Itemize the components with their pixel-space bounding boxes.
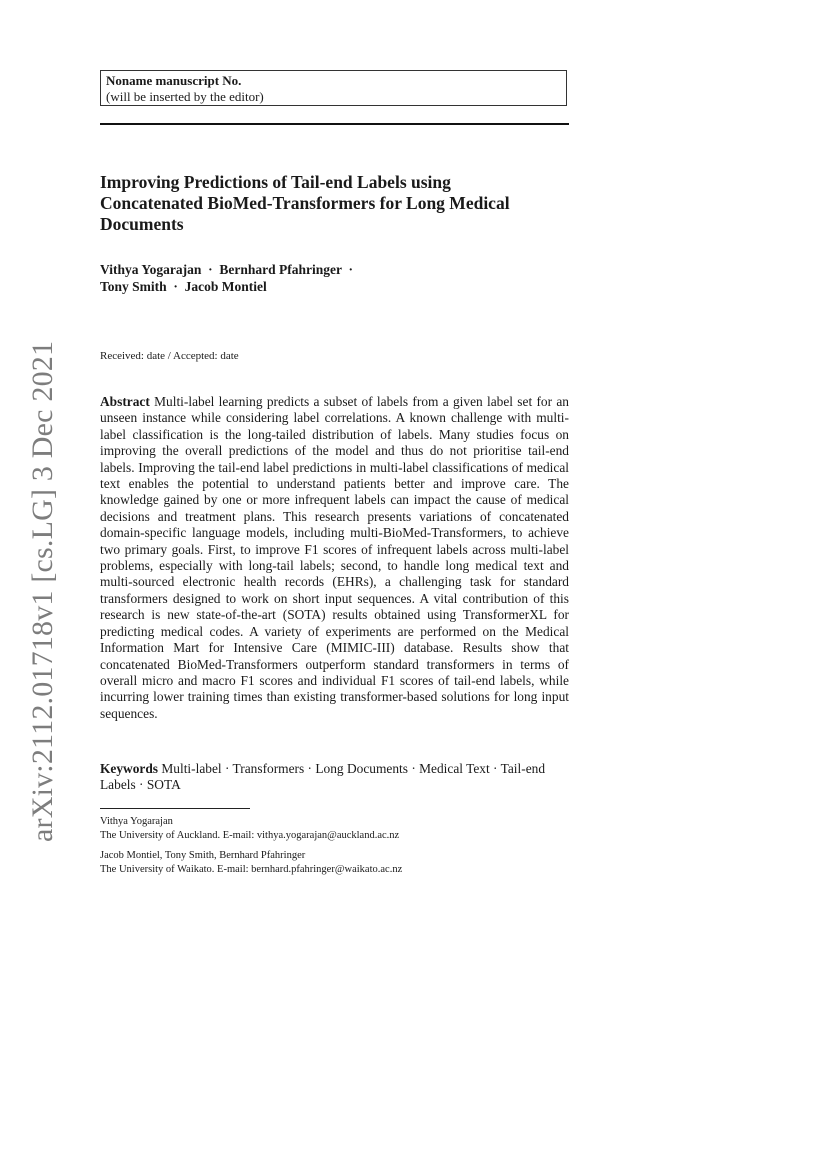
authors-line-2: Tony Smith · Jacob Montiel [100,279,267,294]
title-line-3: Documents [100,214,184,234]
title-line-1: Improving Predictions of Tail-end Labels using [100,172,451,192]
affiliation-1 [100,815,570,843]
abstract-text: Multi-label learning predicts a subset of labels from a given label set for an unseen instance while considering label correlations. A known challenge with multi-label classification is the long-tailed distribution of labels. Many studies focus on improving the overall predictions of the model and thus do not prioritise tail-end labels. Improving the tail-end label predictions in multi-label classifications of medical text enables the potential to understand patients better and improve care. The knowledge gained by one or more infrequent labels can impact the cause of medical decisions and treatment plans. This research presents variations of concatenated domain-specific language models, including multi-BioMed-Transformers, to achieve two primary goals. First, to improve F1 scores of infrequent labels across multi-label problems, especially with long-tail labels; second, to handle long medical text and multi-sourced electronic health records (EHRs), a challenging task for standard transformers designed to work on short input sequences. A vital contribution of this research is new state-of-the-art (SOTA) results obtained using TransformerXL for predicting medical codes. A variety of experiments are performed on the Medical Information Mart for Intensive Care (MIMIC-III) database. Results show that concatenated BioMed-Transformers outperform standard transformers in terms of overall micro and macro F1 scores and individual F1 scores of tail-end labels, while incurring lower training times than existing transformer-based solutions for long input sequences. [100,394,569,721]
affiliation-names: Vithya Yogarajan [100,816,173,827]
abstract [100,394,569,722]
affiliation-2 [100,849,570,877]
affiliation-names: Jacob Montiel, Tony Smith, Bernhard Pfahringer [100,850,306,861]
footnote-rule [100,808,250,809]
author-list [100,261,570,295]
affiliation-institution: The University of Waikato. E-mail: bernhard.pfahringer@waikato.ac.nz [100,864,403,875]
authors-line-1: Vithya Yogarajan · Bernhard Pfahringer · [100,262,353,277]
paper-title [100,172,570,235]
editor-note: (will be inserted by the editor) [106,89,264,104]
keywords [100,761,569,794]
editor-note-box [100,70,567,106]
keywords-text: Multi-label · Transformers · Long Documents · Medical Text · Tail-end Labels · SOTA [100,761,546,793]
affiliation-institution: The University of Auckland. E-mail: vithya.yogarajan@auckland.ac.nz [100,830,400,841]
arxiv-identifier: arXiv:2112.01718v1 [cs.LG] 3 Dec 2021 [26,340,59,842]
received-date: Received: date / Accepted: date [100,350,239,362]
abstract-label: Abstract [100,394,150,409]
keywords-label: Keywords [100,761,159,776]
title-line-2: Concatenated BioMed-Transformers for Long Medical [100,193,510,213]
manuscript-number-label: Noname manuscript No. [106,73,242,88]
header-rule [100,123,569,125]
